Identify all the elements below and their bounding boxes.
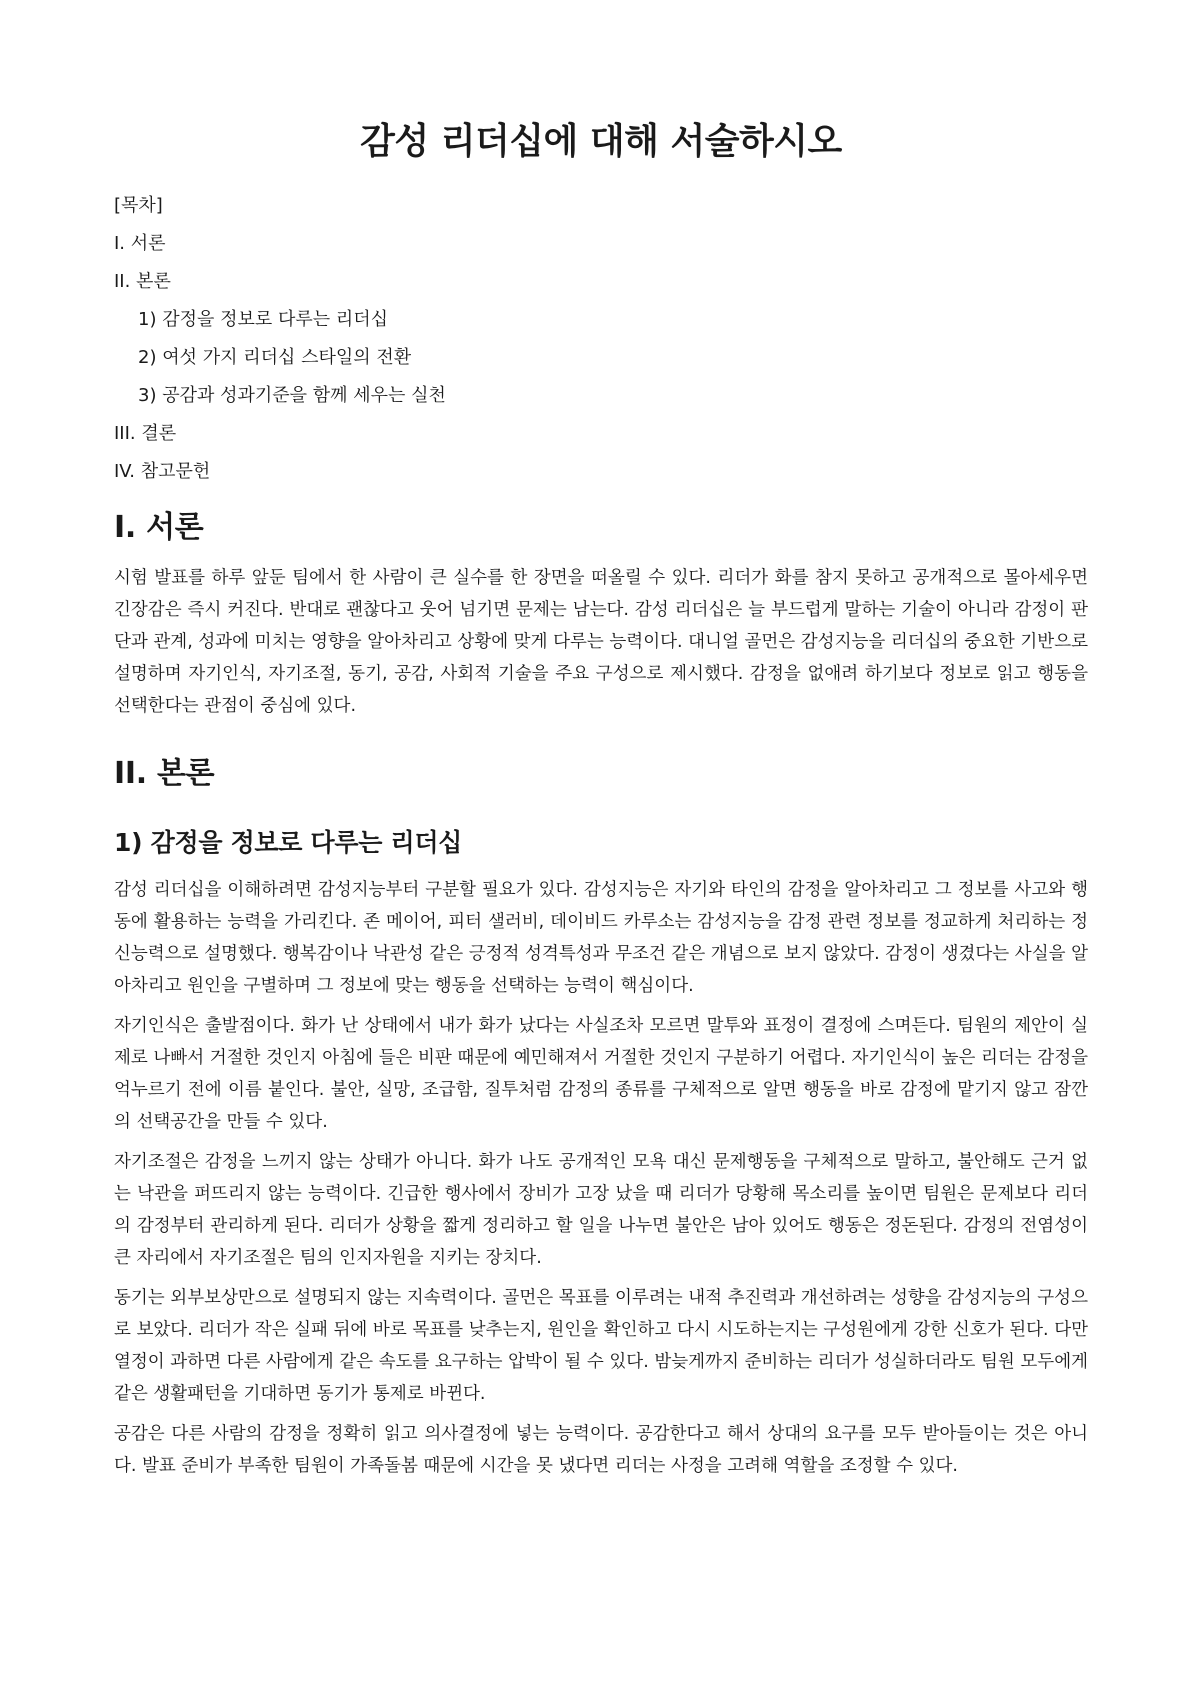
body-paragraph: 자기조절은 감정을 느끼지 않는 상태가 아니다. 화가 나도 공개적인 모욕 대신 문제행동을 구체적으로 말하고, 불안해도 근거 없는 낙관을 퍼뜨리지 않는 능력이다. 긴급한 행사에서 장비가 고장 났을 때 리더가 당황해 목소리를 높이면 팀원은 문제보다 리더의 감정부터 관리하게 된다. 리더가 상황을 짧게 정리하고 할 일을 나누면 불안은 남아 있어도 행동은 정돈된다. 감정의 전염성이 큰 자리에서 자기조절은 팀의 인지자원을 지키는 장치다. bbox=[114, 1152, 1088, 1268]
toc-item-body-3: 3) 공감과 성과기준을 함께 세우는 실천 bbox=[138, 385, 446, 406]
intro-paragraph: 시험 발표를 하루 앞둔 팀에서 한 사람이 큰 실수를 한 장면을 떠올릴 수 있다. 리더가 화를 참지 못하고 공개적으로 몰아세우면 긴장감은 즉시 커진다. 반대로 괜찮다고 웃어 넘기면 문제는 남는다. 감성 리더십은 늘 부드럽게 말하는 기술이 아니라 감정이 판단과 관계, 성과에 미치는 영향을 알아차리고 상황에 맞게 다루는 능력이다. 대니얼 골먼은 감성지능을 리더십의 중요한 기반으로 설명하며 자기인식, 자기조절, 동기, 공감, 사회적 기술을 주요 구성으로 제시했다. 감정을 없애려 하기보다 정보로 읽고 행동을 선택한다는 관점이 중심에 있다. bbox=[114, 568, 1088, 716]
body-paragraph: 자기인식은 출발점이다. 화가 난 상태에서 내가 화가 났다는 사실조차 모르면 말투와 표정이 결정에 스며든다. 팀원의 제안이 실제로 나빠서 거절한 것인지 아침에 들은 비판 때문에 예민해져서 거절한 것인지 구분하기 어렵다. 자기인식이 높은 리더는 감정을 억누르기 전에 이름 붙인다. 불안, 실망, 조급함, 질투처럼 감정의 종류를 구체적으로 알면 행동을 바로 감정에 맡기지 않고 잠깐의 선택공간을 만들 수 있다. bbox=[114, 1016, 1088, 1132]
subsection-1-heading: 1) 감정을 정보로 다루는 리더십 bbox=[114, 828, 463, 857]
body-paragraph: 공감은 다른 사람의 감정을 정확히 읽고 의사결정에 넣는 능력이다. 공감한다고 해서 상대의 요구를 모두 받아들이는 것은 아니다. 발표 준비가 부족한 팀원이 가족돌봄 때문에 시간을 못 냈다면 리더는 사정을 고려해 역할을 조정할 수 있다. bbox=[114, 1424, 1088, 1476]
toc-item-intro: I. 서론 bbox=[114, 233, 166, 254]
toc-heading: [목차] bbox=[114, 195, 163, 216]
toc-item-references: IV. 참고문헌 bbox=[114, 461, 211, 482]
table-of-contents bbox=[114, 196, 1088, 482]
toc-item-body: II. 본론 bbox=[114, 271, 171, 292]
body-heading: II. 본론 bbox=[114, 756, 215, 791]
body-paragraph: 감성 리더십을 이해하려면 감성지능부터 구분할 필요가 있다. 감성지능은 자기와 타인의 감정을 알아차리고 그 정보를 사고와 행동에 활용하는 능력을 가리킨다. 존 메이어, 피터 샐러비, 데이비드 카루소는 감성지능을 감정 관련 정보를 정교하게 처리하는 정신능력으로 설명했다. 행복감이나 낙관성 같은 긍정적 성격특성과 무조건 같은 개념으로 보지 않았다. 감정이 생겼다는 사실을 알아차리고 원인을 구별하며 그 정보에 맞는 행동을 선택하는 능력이 핵심이다. bbox=[114, 880, 1088, 996]
intro-heading: I. 서론 bbox=[114, 510, 204, 545]
toc-item-conclusion: III. 결론 bbox=[114, 423, 177, 444]
body-paragraph: 동기는 외부보상만으로 설명되지 않는 지속력이다. 골먼은 목표를 이루려는 내적 추진력과 개선하려는 성향을 감성지능의 구성으로 보았다. 리더가 작은 실패 뒤에 바로 목표를 낮추는지, 원인을 확인하고 다시 시도하는지는 구성원에게 강한 신호가 된다. 다만 열정이 과하면 다른 사람에게 같은 속도를 요구하는 압박이 될 수 있다. 밤늦게까지 준비하는 리더가 성실하더라도 팀원 모두에게 같은 생활패턴을 기대하면 동기가 통제로 바뀐다. bbox=[114, 1288, 1088, 1404]
document-title: 감성 리더십에 대해 서술하시오 bbox=[360, 121, 842, 162]
toc-item-body-2: 2) 여섯 가지 리더십 스타일의 전환 bbox=[138, 347, 412, 368]
toc-item-body-1: 1) 감정을 정보로 다루는 리더십 bbox=[138, 309, 389, 330]
